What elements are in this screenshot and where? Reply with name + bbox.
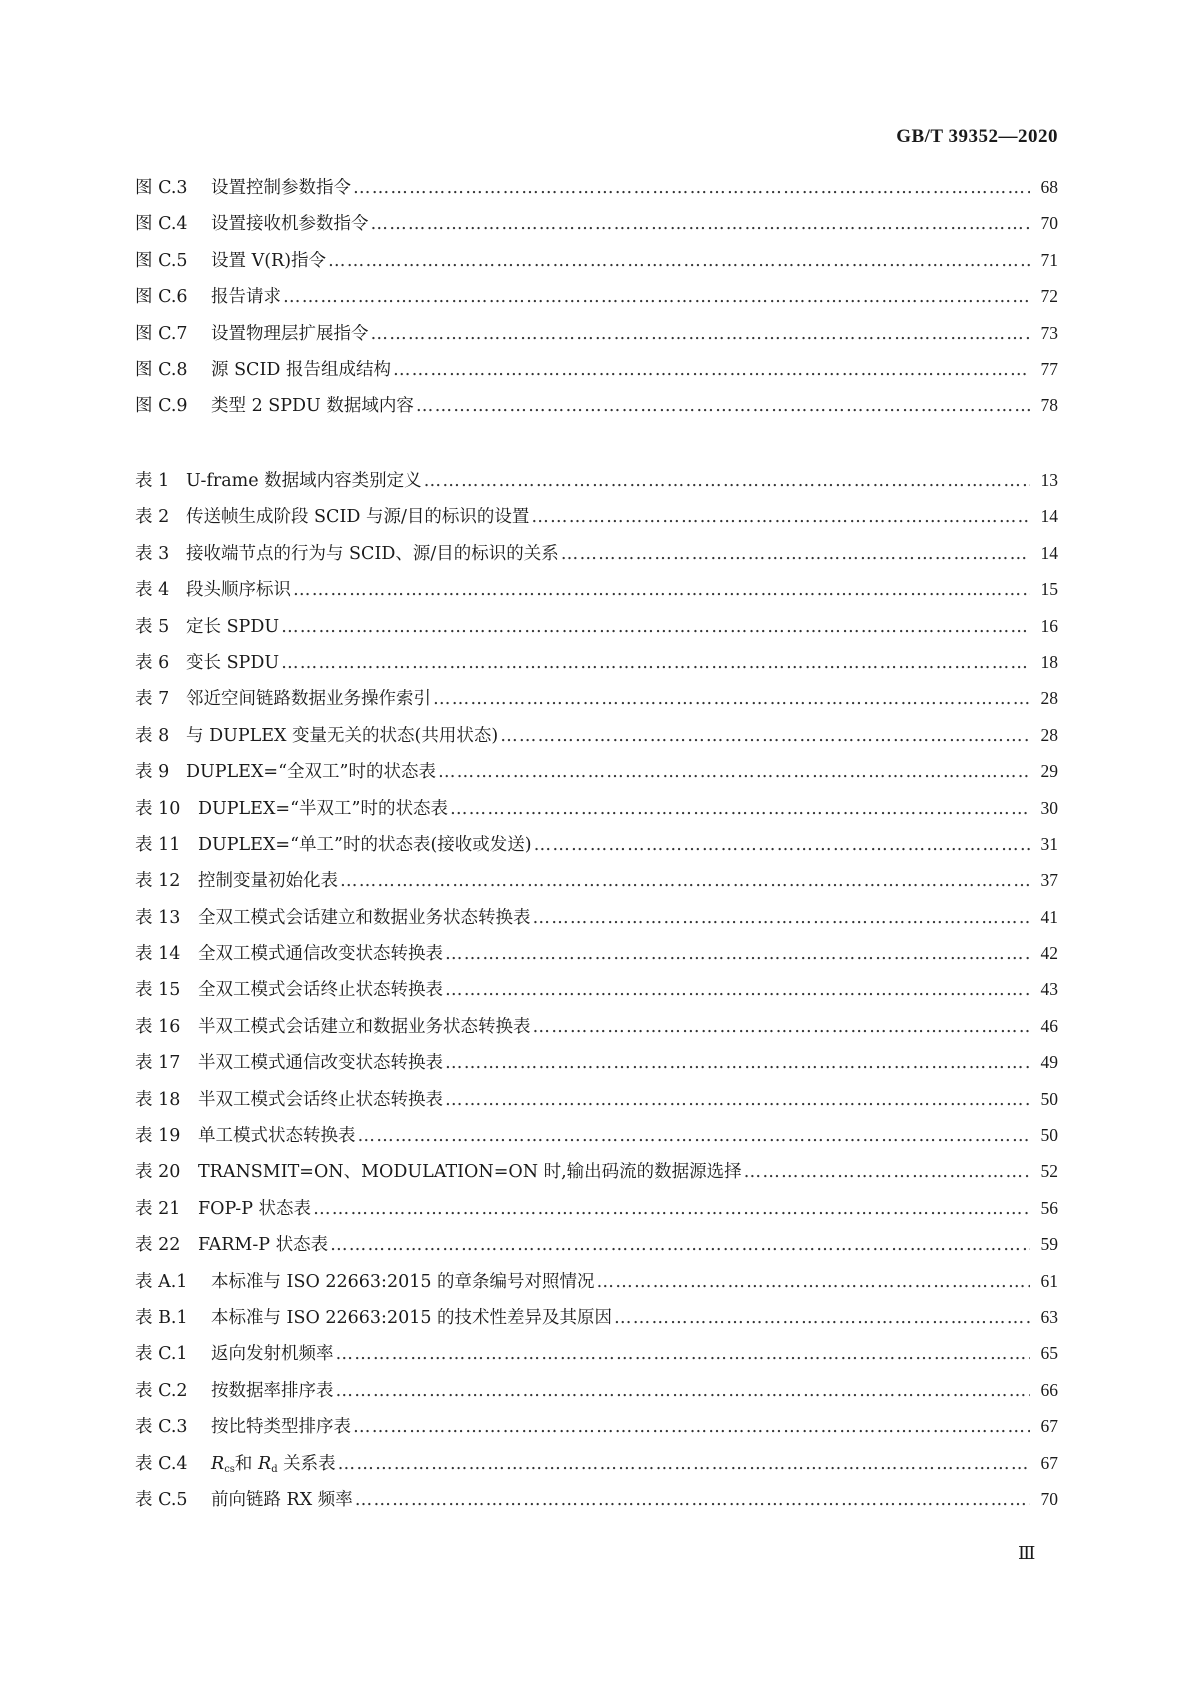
dot-leader bbox=[281, 617, 1030, 637]
toc-entry[interactable] bbox=[135, 1413, 1058, 1449]
toc-entry[interactable] bbox=[135, 1013, 1058, 1049]
dot-leader bbox=[614, 1308, 1030, 1328]
dot-leader bbox=[450, 799, 1030, 819]
entry-title: 与 DUPLEX 变量无关的状态(共用状态) bbox=[186, 725, 499, 746]
title-text: 和 bbox=[234, 1453, 258, 1474]
entry-title: 半双工模式会话建立和数据业务状态转换表 bbox=[198, 1016, 531, 1037]
var-r-cs: R bbox=[211, 1453, 225, 1474]
dot-leader bbox=[393, 360, 1030, 380]
entry-page: 72 bbox=[1040, 286, 1058, 307]
entry-page: 31 bbox=[1040, 833, 1058, 854]
entry-label: 表 18 bbox=[135, 1089, 181, 1110]
toc-entry[interactable] bbox=[135, 1231, 1058, 1267]
dot-leader bbox=[283, 287, 1030, 307]
entry-label: 表 1 bbox=[135, 471, 170, 491]
dot-leader bbox=[353, 1417, 1030, 1437]
dot-leader bbox=[533, 908, 1031, 928]
entry-label: 图 C.9 bbox=[135, 396, 188, 417]
entry-title: 报告请求 bbox=[211, 287, 281, 308]
entry-title: 按数据率排序表 bbox=[211, 1380, 334, 1401]
toc-entry[interactable] bbox=[135, 467, 1058, 503]
entry-label: 表 2 bbox=[135, 507, 170, 528]
toc-entry[interactable] bbox=[135, 795, 1058, 831]
entry-label: 图 C.6 bbox=[135, 287, 188, 308]
toc-entry[interactable] bbox=[135, 940, 1058, 976]
entry-label: 表 10 bbox=[135, 798, 181, 819]
entry-label: 表 C.4 bbox=[135, 1453, 188, 1474]
entry-page: 14 bbox=[1040, 506, 1058, 527]
dot-leader bbox=[358, 1126, 1031, 1146]
entry-label: 表 C.1 bbox=[135, 1344, 188, 1365]
dot-leader bbox=[445, 944, 1030, 964]
dot-leader bbox=[438, 762, 1030, 782]
dot-leader bbox=[445, 980, 1030, 1000]
entry-label: 表 7 bbox=[135, 689, 170, 710]
entry-page: 42 bbox=[1040, 943, 1058, 964]
entry-page: 67 bbox=[1040, 1452, 1058, 1473]
entry-label: 表 13 bbox=[135, 907, 181, 928]
page-number: Ⅲ bbox=[1018, 1543, 1036, 1563]
entry-page: 61 bbox=[1040, 1270, 1058, 1291]
entry-title: DUPLEX=“全双工”时的状态表 bbox=[186, 762, 436, 783]
toc-entry[interactable] bbox=[135, 210, 1058, 246]
dot-leader bbox=[531, 507, 1030, 527]
entry-page: 68 bbox=[1040, 177, 1058, 197]
entry-title: U-frame 数据域内容类别定义 bbox=[186, 471, 422, 491]
subscript-cs: cs bbox=[224, 1463, 235, 1475]
entry-title: 传送帧生成阶段 SCID 与源/目的标识的设置 bbox=[186, 507, 530, 528]
entry-label: 表 8 bbox=[135, 725, 170, 746]
entry-page: 56 bbox=[1040, 1197, 1058, 1218]
entry-label: 图 C.4 bbox=[135, 214, 188, 235]
dot-leader bbox=[371, 324, 1031, 344]
entry-title: 本标准与 ISO 22663:2015 的技术性差异及其原因 bbox=[211, 1307, 613, 1328]
entry-label: 表 14 bbox=[135, 944, 181, 965]
toc-entry[interactable] bbox=[135, 576, 1058, 612]
entry-label: 图 C.7 bbox=[135, 323, 188, 344]
dot-leader bbox=[534, 835, 1030, 855]
toc-entry[interactable] bbox=[135, 613, 1058, 649]
entry-title: FARM-P 状态表 bbox=[198, 1235, 329, 1256]
entry-label: 图 C.5 bbox=[135, 250, 188, 271]
dot-leader bbox=[328, 251, 1030, 271]
entry-title: 半双工模式会话终止状态转换表 bbox=[198, 1089, 443, 1110]
dot-leader bbox=[336, 1344, 1031, 1364]
entry-label: 表 C.3 bbox=[135, 1417, 188, 1438]
toc-entry[interactable] bbox=[135, 976, 1058, 1012]
standard-code: GB/T 39352—2020 bbox=[896, 126, 1058, 147]
dot-leader bbox=[371, 214, 1031, 234]
entry-label: 表 12 bbox=[135, 871, 181, 892]
entry-label: 表 6 bbox=[135, 652, 170, 673]
toc-entry[interactable] bbox=[135, 356, 1058, 392]
entry-title bbox=[211, 1450, 336, 1475]
entry-page: 70 bbox=[1040, 213, 1058, 234]
entry-page: 15 bbox=[1040, 579, 1058, 600]
toc-entry[interactable] bbox=[135, 1195, 1058, 1231]
entry-title: 本标准与 ISO 22663:2015 的章条编号对照情况 bbox=[211, 1271, 595, 1292]
entry-page: 50 bbox=[1040, 1088, 1058, 1109]
entry-title: 定长 SPDU bbox=[186, 616, 280, 637]
entry-title: 源 SCID 报告组成结构 bbox=[211, 359, 391, 380]
entry-label: 表 22 bbox=[135, 1235, 181, 1256]
dot-leader bbox=[355, 1490, 1030, 1510]
toc-entry[interactable] bbox=[135, 1049, 1058, 1085]
toc-entry[interactable] bbox=[135, 1122, 1058, 1158]
entry-label: 表 11 bbox=[135, 834, 181, 855]
dot-leader bbox=[338, 1454, 1030, 1474]
toc-entry[interactable] bbox=[135, 1158, 1058, 1194]
entry-page: 63 bbox=[1040, 1306, 1058, 1327]
entry-page: 30 bbox=[1040, 797, 1058, 818]
toc-entry[interactable] bbox=[135, 722, 1058, 758]
entry-page: 16 bbox=[1040, 615, 1058, 636]
dot-leader bbox=[533, 1017, 1031, 1037]
entry-page: 59 bbox=[1040, 1234, 1058, 1255]
dot-leader bbox=[424, 471, 1030, 491]
toc-entry[interactable] bbox=[135, 283, 1058, 319]
entry-page: 18 bbox=[1040, 651, 1058, 672]
entry-page: 67 bbox=[1040, 1416, 1058, 1437]
list-of-figures bbox=[135, 174, 1058, 429]
entry-title: 前向链路 RX 频率 bbox=[211, 1489, 353, 1510]
entry-label: 表 17 bbox=[135, 1053, 181, 1074]
toc-entry[interactable] bbox=[135, 1340, 1058, 1376]
entry-page: 73 bbox=[1040, 322, 1058, 343]
entry-page: 78 bbox=[1040, 395, 1058, 416]
entry-label: 表 9 bbox=[135, 762, 170, 783]
entry-page: 14 bbox=[1040, 542, 1058, 563]
toc-entry[interactable] bbox=[135, 649, 1058, 685]
entry-title: 变长 SPDU bbox=[186, 652, 280, 673]
entry-title: 全双工模式通信改变状态转换表 bbox=[198, 944, 443, 965]
toc-entry[interactable] bbox=[135, 1086, 1058, 1122]
dot-leader bbox=[281, 653, 1030, 673]
toc-entry[interactable] bbox=[135, 1268, 1058, 1304]
entry-title: 半双工模式通信改变状态转换表 bbox=[198, 1053, 443, 1074]
toc-entry[interactable] bbox=[135, 247, 1058, 283]
entry-title: 设置控制参数指令 bbox=[211, 178, 351, 198]
entry-title: 接收端节点的行为与 SCID、源/目的标识的关系 bbox=[186, 543, 559, 564]
entry-page: 41 bbox=[1040, 906, 1058, 927]
entry-page: 28 bbox=[1040, 724, 1058, 745]
entry-page: 70 bbox=[1040, 1488, 1058, 1509]
entry-page: 28 bbox=[1040, 688, 1058, 709]
dot-leader bbox=[293, 580, 1030, 600]
dot-leader bbox=[445, 1090, 1030, 1110]
entry-title: 类型 2 SPDU 数据域内容 bbox=[211, 396, 414, 417]
entry-page: 50 bbox=[1040, 1125, 1058, 1146]
entry-label: 图 C.8 bbox=[135, 359, 188, 380]
toc-entry[interactable] bbox=[135, 904, 1058, 940]
entry-page: 43 bbox=[1040, 979, 1058, 1000]
entry-page: 13 bbox=[1040, 470, 1058, 490]
entry-label: 表 16 bbox=[135, 1016, 181, 1037]
toc-entry[interactable] bbox=[135, 320, 1058, 356]
entry-label: 表 B.1 bbox=[135, 1307, 188, 1328]
subscript-d: d bbox=[271, 1463, 278, 1475]
entry-title: 返向发射机频率 bbox=[211, 1344, 334, 1365]
toc-entry[interactable] bbox=[135, 1377, 1058, 1413]
entry-title: DUPLEX=“半双工”时的状态表 bbox=[198, 798, 448, 819]
var-r-d: R bbox=[258, 1453, 272, 1474]
entry-label: 表 15 bbox=[135, 980, 181, 1001]
toc-entry[interactable] bbox=[135, 503, 1058, 539]
toc-entry[interactable] bbox=[135, 1304, 1058, 1340]
toc-entry[interactable] bbox=[135, 174, 1058, 210]
dot-leader bbox=[340, 871, 1030, 891]
toc-entry[interactable] bbox=[135, 392, 1058, 428]
toc-entry[interactable] bbox=[135, 685, 1058, 721]
entry-page: 52 bbox=[1040, 1161, 1058, 1182]
entry-label: 表 3 bbox=[135, 543, 170, 564]
dot-leader bbox=[744, 1162, 1030, 1182]
toc-entry[interactable] bbox=[135, 831, 1058, 867]
entry-page: 66 bbox=[1040, 1379, 1058, 1400]
toc-entry[interactable] bbox=[135, 1486, 1058, 1522]
entry-label: 表 21 bbox=[135, 1198, 181, 1219]
entry-page: 46 bbox=[1040, 1015, 1058, 1036]
entry-page: 37 bbox=[1040, 870, 1058, 891]
dot-leader bbox=[597, 1272, 1030, 1292]
entry-label: 表 5 bbox=[135, 616, 170, 637]
dot-leader bbox=[416, 396, 1030, 416]
entry-title: 段头顺序标识 bbox=[186, 580, 291, 601]
entry-title: 单工模式状态转换表 bbox=[198, 1126, 356, 1147]
entry-page: 29 bbox=[1040, 761, 1058, 782]
entry-title: 设置物理层扩展指令 bbox=[211, 323, 369, 344]
entry-label: 表 A.1 bbox=[135, 1271, 188, 1292]
entry-label: 表 20 bbox=[135, 1162, 181, 1183]
dot-leader bbox=[336, 1381, 1031, 1401]
title-text: 关系表 bbox=[277, 1453, 336, 1474]
dot-leader bbox=[313, 1199, 1030, 1219]
entry-page: 65 bbox=[1040, 1343, 1058, 1364]
dot-leader bbox=[330, 1235, 1030, 1255]
dot-leader bbox=[445, 1053, 1030, 1073]
entry-title: 全双工模式会话建立和数据业务状态转换表 bbox=[198, 907, 531, 928]
toc-entry[interactable] bbox=[135, 540, 1058, 576]
toc-entry[interactable] bbox=[135, 758, 1058, 794]
entry-label: 图 C.3 bbox=[135, 178, 188, 198]
entry-page: 77 bbox=[1040, 358, 1058, 379]
entry-label: 表 C.5 bbox=[135, 1489, 188, 1510]
dot-leader bbox=[500, 726, 1030, 746]
entry-title: 设置 V(R)指令 bbox=[211, 250, 327, 271]
entry-title: DUPLEX=“单工”时的状态表(接收或发送) bbox=[198, 834, 532, 855]
entry-label: 表 C.2 bbox=[135, 1380, 188, 1401]
toc-entry[interactable] bbox=[135, 867, 1058, 903]
entry-title: TRANSMIT=ON、MODULATION=ON 时,输出码流的数据源选择 bbox=[198, 1162, 742, 1183]
entry-title: 邻近空间链路数据业务操作索引 bbox=[186, 689, 431, 710]
entry-title: 控制变量初始化表 bbox=[198, 871, 338, 892]
entry-label: 表 19 bbox=[135, 1126, 181, 1147]
entry-title: 全双工模式会话终止状态转换表 bbox=[198, 980, 443, 1001]
dot-leader bbox=[353, 178, 1030, 198]
entry-page: 71 bbox=[1040, 249, 1058, 270]
dot-leader bbox=[561, 544, 1030, 564]
entry-title: FOP-P 状态表 bbox=[198, 1198, 312, 1219]
dot-leader bbox=[433, 689, 1030, 709]
entry-label: 表 4 bbox=[135, 580, 170, 601]
entry-title: 设置接收机参数指令 bbox=[211, 214, 369, 235]
entry-title: 按比特类型排序表 bbox=[211, 1417, 351, 1438]
toc-entry[interactable] bbox=[135, 1450, 1058, 1486]
entry-page: 49 bbox=[1040, 1052, 1058, 1073]
list-of-tables bbox=[135, 467, 1058, 1522]
